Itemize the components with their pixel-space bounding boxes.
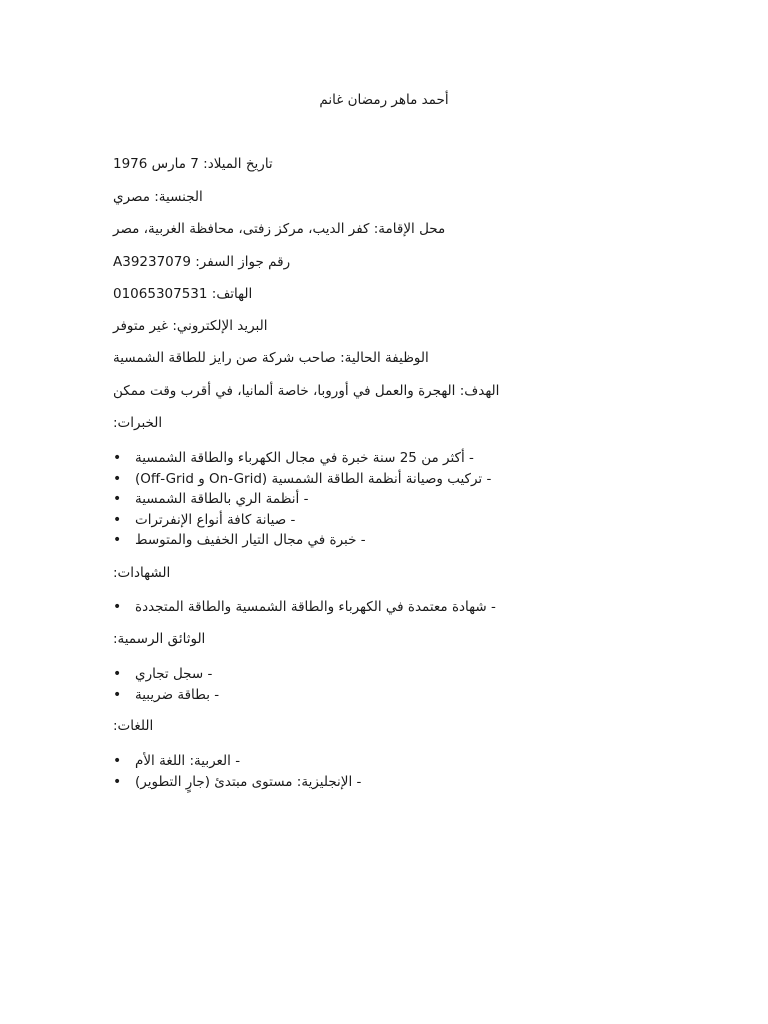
passport-number: رقم جواز السفر: A39237079 — [113, 254, 291, 270]
residence: محل الإقامة: كفر الديب، مركز زفتى، محافظة الغربية، مصر — [113, 221, 446, 237]
experience-heading: الخبرات: — [113, 415, 163, 431]
phone: الهاتف: 01065307531 — [113, 286, 253, 302]
languages-heading: اللغات: — [113, 718, 154, 734]
goal: الهدف: الهجرة والعمل في أوروبا، خاصة ألمانيا، في أقرب وقت ممكن — [113, 383, 500, 399]
bullet-icon: • — [113, 470, 122, 487]
bullet-icon: • — [113, 686, 122, 703]
bullet-icon: • — [113, 753, 122, 769]
email: البريد الإلكتروني: غير متوفر — [113, 318, 268, 334]
bullet-icon: • — [113, 511, 122, 528]
bullet-icon: • — [113, 532, 122, 548]
document-page: أحمد ماهر رمضان غانم تاريخ الميلاد: 7 مارس 1976 الجنسية: مصري محل الإقامة: كفر الديب، مركز زفتى، محافظة الغربية، مصر رقم جواز السفر: A39237079 الهاتف: 01065307531 البريد الإلكتروني: غير متوفر الوظيفة الحالية: صاحب شركة صن رايز للطاقة الشمسية الهدف: الهجرة والعمل في أوروبا، خاصة ألمانيا، في أقرب وقت ممكن الخبرات: • - أكثر من 25 سنة خبرة في مجال الكهرباء والطاقة الشمسية • - تركيب وصيانة أنظمة الطاقة الشمسية (On-Grid و Off-Grid) • - أنظمة الري بالطاقة الشمسية • - صيانة كافة أنواع الإنفرترات • - خبرة في مجال التيار الخفيف والمتوسط الشهادات: • - شهادة معتمدة في الكهرباء والطاقة الشمسية والطاقة المتجددة الوثائق الرسمية: • - سجل تجاري • - بطاقة ضريبية اللغات: • - العربية: اللغة الأم • - الإنجليزية: مستوى مبتدئ (جارٍ التطوير) — [0, 0, 768, 1024]
bullet-icon: • — [113, 773, 122, 790]
nationality: الجنسية: مصري — [113, 189, 203, 205]
certificates-heading: الشهادات: — [113, 565, 171, 581]
current-job: الوظيفة الحالية: صاحب شركة صن رايز للطاقة الشمسية — [113, 350, 429, 366]
bullet-icon: • — [113, 599, 122, 615]
bullet-icon: • — [113, 450, 122, 466]
person-name: أحمد ماهر رمضان غانم — [319, 92, 449, 108]
bullet-icon: • — [113, 666, 122, 682]
bullet-icon: • — [113, 491, 122, 507]
birth-date: تاريخ الميلاد: 7 مارس 1976 — [113, 156, 273, 172]
official-docs-heading: الوثائق الرسمية: — [113, 631, 206, 647]
